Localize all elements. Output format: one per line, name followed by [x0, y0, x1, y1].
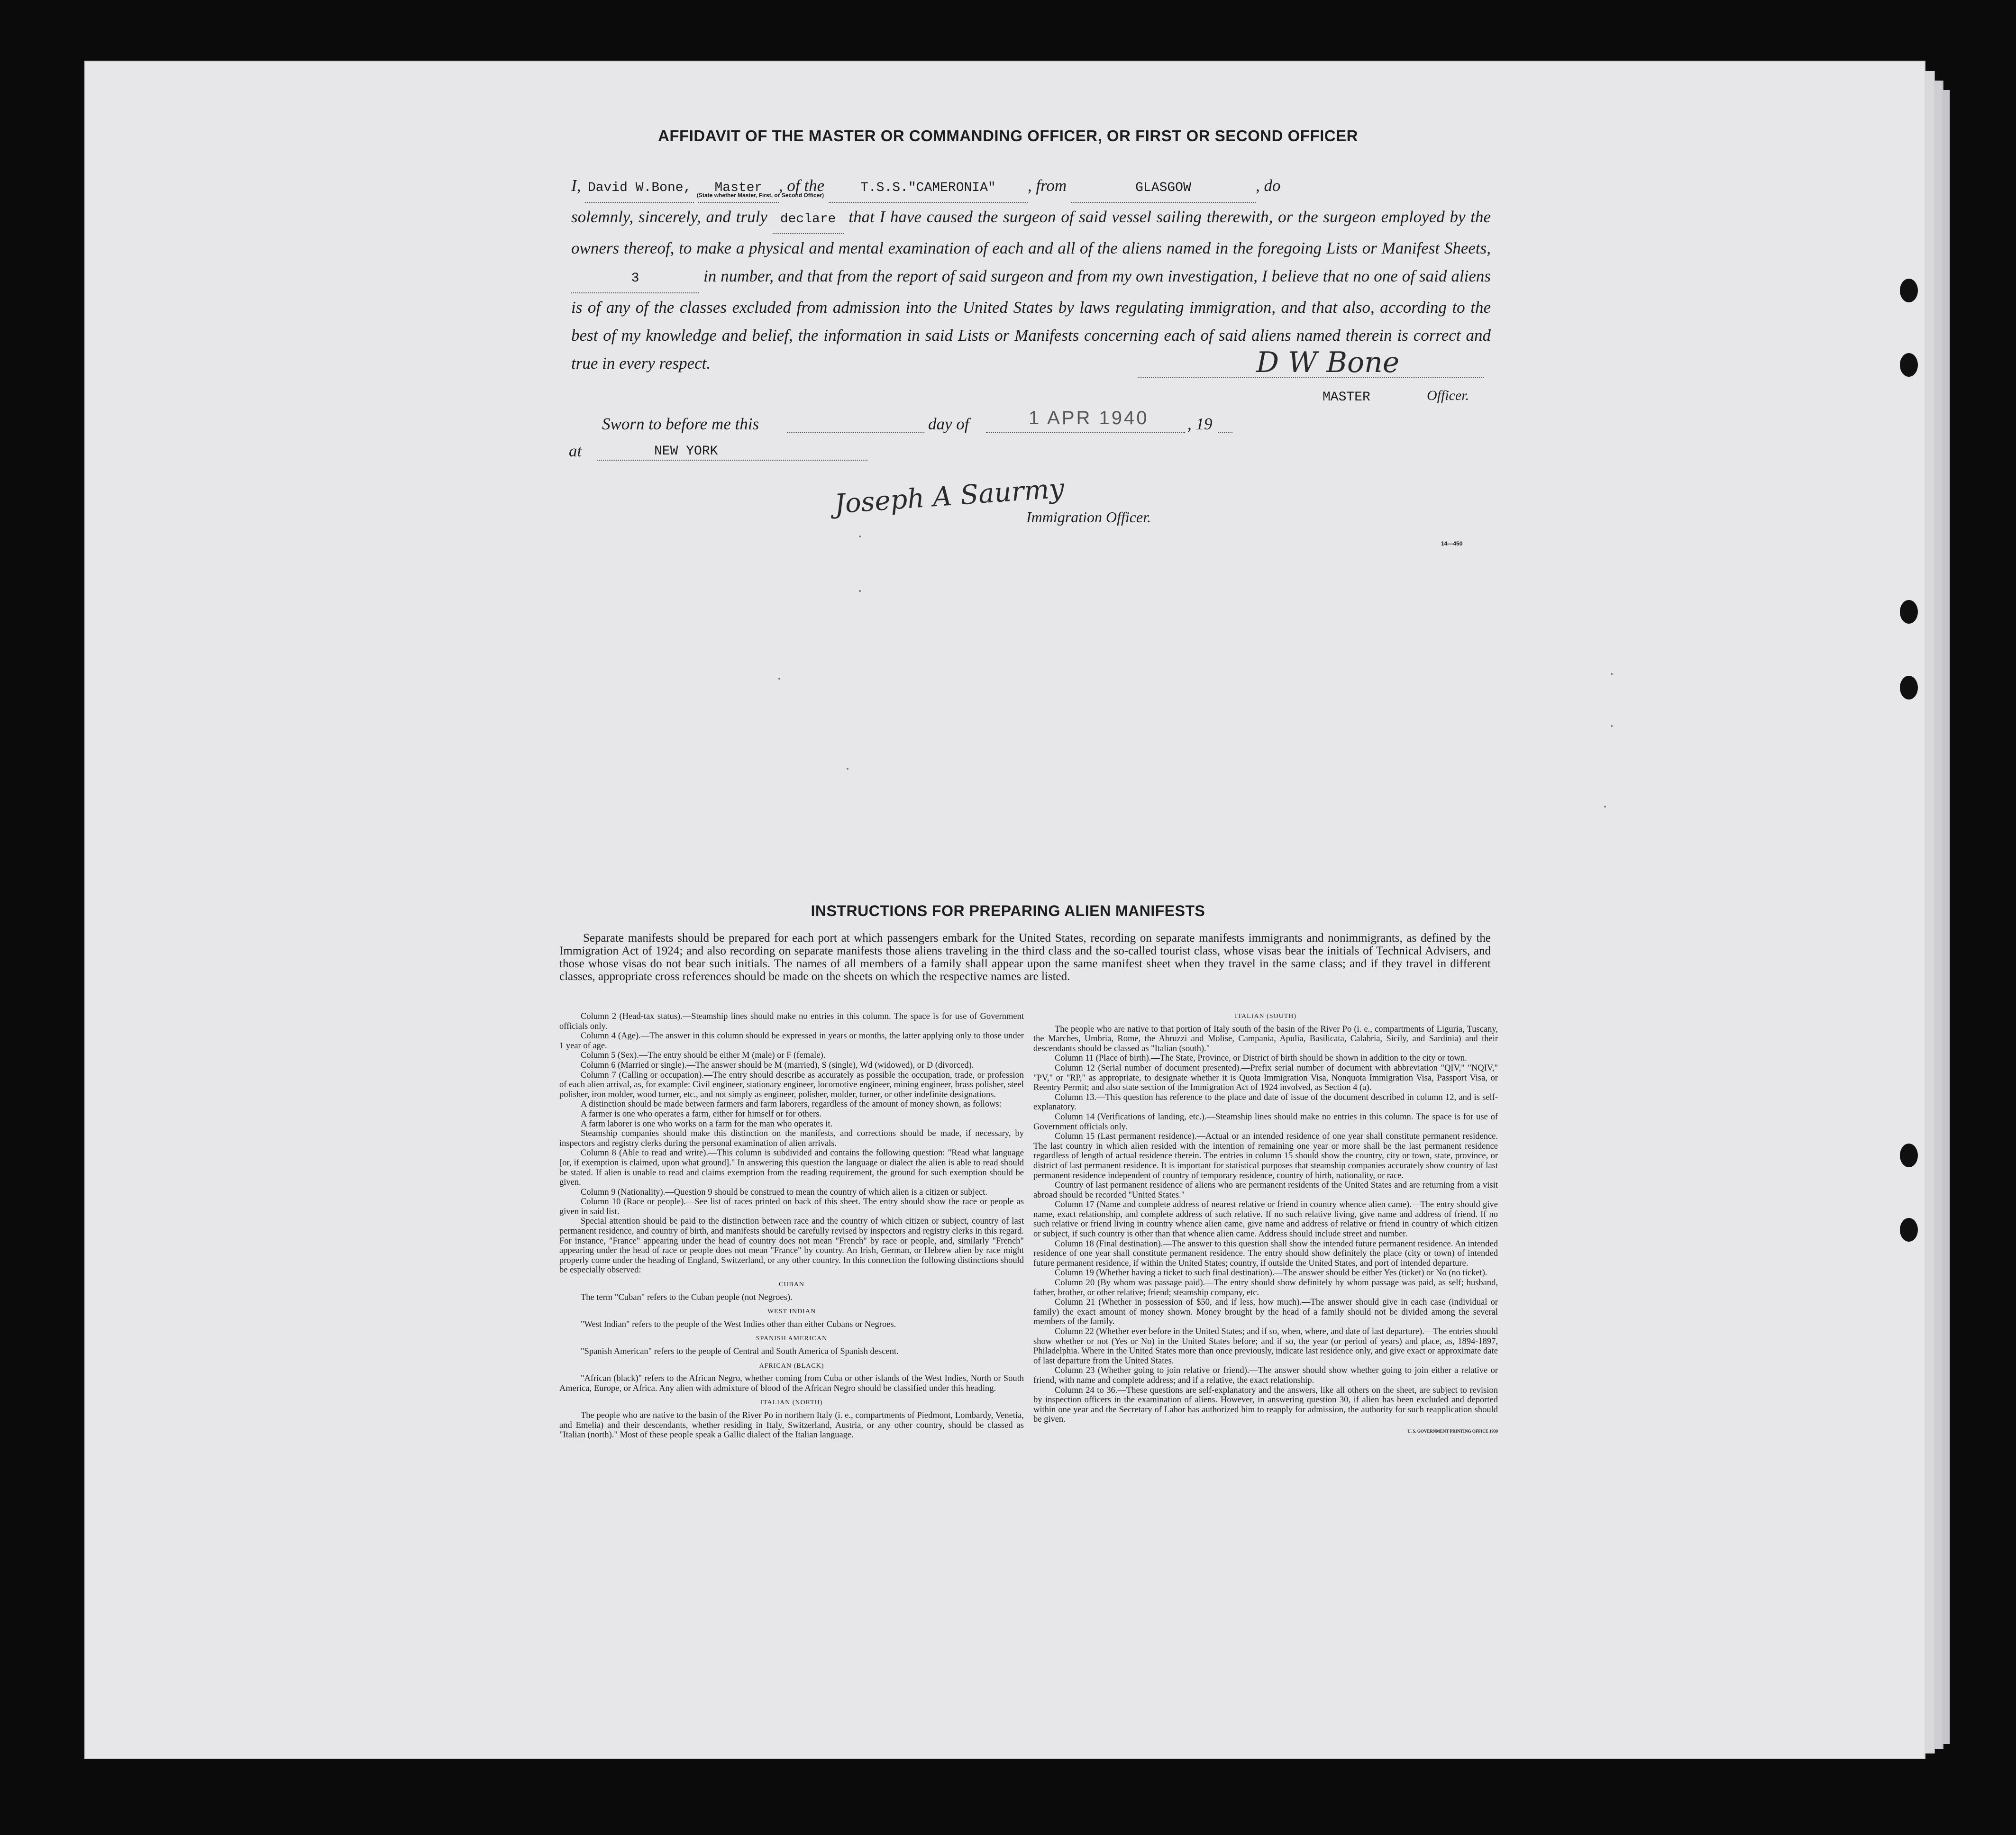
- section-heading-spanish-american: SPANISH AMERICAN: [756, 1335, 828, 1343]
- instruction-paragraph: Column 13.—This question has reference to the place and date of issue of the document described in column 12, and is self-explanatory.: [1033, 1092, 1498, 1112]
- instruction-paragraph: "West Indian" refers to the people of the West Indies other than either Cubans or Negroes.: [581, 1319, 896, 1329]
- instruction-paragraph: Column 6 (Married or single).—The answer should be M (married), S (single), Wd (widowed), or D (divorced).: [581, 1060, 974, 1070]
- instruction-paragraph: Column 18 (Final destination).—The answer to this question shall show the intended future permanent residence. An intended residence of one year shall constitute permanent residence. The entry should show definitely the place (city or town) of intended future permanent residence, if within the United States; country, if outside the United States, and port of intended departure.: [1033, 1239, 1498, 1268]
- master-name: David W.Bone,: [585, 174, 694, 203]
- instructions-title: INSTRUCTIONS FOR PREPARING ALIEN MANIFESTS: [811, 902, 1205, 919]
- instruction-paragraph: Column 22 (Whether ever before in the United States; and if so, when, where, and date of last departure).—The entries should show whether or not (Yes or No) in the United States before; and if so, the year (or period of years) and place, as, 1894-1897, Philadelphia. Where in the United States more than once previously, indicate last residence only, and give exact or approximate date of last departure from the United States.: [1033, 1327, 1498, 1366]
- instruction-paragraph: Column 7 (Calling or occupation).—The entry should describe as accurately as possible the occupation, trade, or profession of each alien arrival, as, for example: Civil engineer, stationary engineer, locomotive engineer, mining engineer, brass polisher, steel polisher, iron molder, wood turner, etc., and not simply as engineer, polisher, molder, turner, or other indefinite designations.: [559, 1070, 1024, 1099]
- instruction-paragraph: Column 15 (Last permanent residence).—Actual or an intended residence of one year shall constitute permanent residence. The last country in which alien resided with the intention of remaining one year or more shall be the last permanent residence regardless of length of actual residence therein. The entries in column 15 should show the country, city or town, state, province, or district of last permanent residence. It is important for statistical purposes that steamship companies accurately show country of last permanent residence independent of country of temporary residence, country of birth, nationality, or race.: [1033, 1132, 1498, 1181]
- instruction-paragraph: A farm laborer is one who works on a farm for the man who operates it.: [581, 1119, 833, 1129]
- speck: [778, 678, 780, 680]
- section-heading-italian-north: ITALIAN (NORTH): [760, 1399, 823, 1407]
- instructions-left-column: [559, 1012, 1024, 1440]
- binder-hole-icon: [1900, 1144, 1918, 1167]
- instruction-paragraph: Column 23 (Whether going to join relative or friend).—The answer should show whether going to join either a relative or friend, with name and complete address; and if a relative, the exact relationship.: [1033, 1366, 1498, 1385]
- master-signature: D W Bone: [1256, 346, 1400, 379]
- month-line: [986, 432, 1185, 433]
- port-of-departure: GLASGOW: [1071, 174, 1256, 203]
- instruction-paragraph: A farmer is one who operates a farm, either for himself or for others.: [581, 1109, 822, 1119]
- vessel-name: T.S.S."CAMERONIA": [829, 174, 1028, 203]
- instruction-paragraph: A distinction should be made between farmers and farm laborers, regardless of the amount of money shown, as follows:: [581, 1099, 1002, 1109]
- section-heading-west-indian: WEST INDIAN: [767, 1308, 816, 1316]
- printing-office-imprint: U. S. GOVERNMENT PRINTING OFFICE 1939: [1407, 1428, 1498, 1434]
- instruction-paragraph: Steamship companies should make this distinction on the manifests, and corrections should be made, if necessary, by inspectors and registry clerks during the personal examination of alien arrivals.: [559, 1129, 1024, 1148]
- instruction-paragraph: Column 24 to 36.—These questions are self-explanatory and the answers, like all others on the sheet, are subject to revision by inspection officers in the examination of aliens. However, in answering question 30, if alien has been excluded and deported within one year and the Secretary of Labor has authorized him to reapply for admission, the authority for such reapplication should be given.: [1033, 1385, 1498, 1425]
- at-label: at: [569, 442, 582, 460]
- rank-note: (State whether Master, First, or Second Officer): [697, 192, 824, 199]
- speck: [859, 536, 861, 537]
- binder-hole-icon: [1900, 676, 1918, 699]
- speck: [859, 590, 861, 592]
- affidavit-para2: in number, and that from the report of said surgeon and from my own investigation, I believe that no one of said aliens is of any of the classes excluded from admission into the United States by laws regulating immigration, and that also, according to the best of my knowledge and belief, the information in said Lists or Manifests concerning each of said aliens named therein is correct and true in every respect.: [571, 267, 1491, 372]
- speck: [1611, 725, 1613, 727]
- binder-hole-icon: [1900, 279, 1918, 302]
- instruction-paragraph: Column 19 (Whether having a ticket to such final destination).—The answer should be either Yes (ticket) or No (no ticket).: [1055, 1268, 1487, 1278]
- instruction-paragraph: Column 2 (Head-tax status).—Steamship lines should make no entries in this column. The space is for use of Government officials only.: [559, 1012, 1024, 1031]
- instruction-paragraph: The people who are native to the basin of the River Po in northern Italy (i. e., compartments of Piedmont, Lombardy, Venetia, and Emelia) and their descendants, whether residing in Italy, Switzerland, Austria, or any other country, should be classed as "Italian (north)." Most of these people speak a Gallic dialect of the Italian language.: [559, 1410, 1024, 1440]
- speck: [847, 768, 848, 770]
- instruction-paragraph: Column 14 (Verifications of landing, etc.).—Steamship lines should make no entries in this column. The space is for use of Government officials only.: [1033, 1112, 1498, 1132]
- instructions-right-column: [1033, 1012, 1498, 1436]
- instruction-paragraph: Column 5 (Sex).—The entry should be either M (male) or F (female).: [581, 1051, 826, 1061]
- master-rank: Master: [698, 174, 779, 203]
- instruction-paragraph: Country of last permanent residence of aliens who are permanent residents of the United States and are returning from a visit abroad should be recorded "United States.": [1033, 1181, 1498, 1200]
- binder-hole-icon: [1900, 600, 1918, 624]
- instruction-paragraph: Special attention should be paid to the distinction between race and the country of which citizen or subject, country of last permanent residence, and country of birth, and manifests should be carefully revised by inspectors and registry clerks in this regard. For instance, "France" appearing under the head of country does not mean "French" by race or people, and, similarly "French" appearing under the head of race or people does not mean "France" by country. An Irish, German, or Hebrew alien by race might properly come under the heading of England, Switzerland, or any other country. In this connection the following distinctions should be especially observed:: [559, 1217, 1024, 1275]
- instruction-paragraph: Column 4 (Age).—The answer in this column should be expressed in years or months, the latter applying only to those under 1 year of age.: [559, 1031, 1024, 1051]
- day-line: [787, 432, 924, 433]
- instruction-paragraph: Column 10 (Race or people).—See list of races printed on back of this sheet. The entry should show the race or people as given in said list.: [559, 1197, 1024, 1217]
- instruction-paragraph: Column 8 (Able to read and write).—This column is subdivided and contains the following question: "Read what language [or, if exemption is claimed, upon what ground]." In answering this question the language or dialect the alien is able to read should be stated. If alien is unable to read and claims exemption from the reading requirement, the ground for such exemption should be given.: [559, 1148, 1024, 1188]
- instruction-paragraph: Column 21 (Whether in possession of $50, and if less, how much).—The answer should give in each case (individual or family) the exact amount of money shown. Money brought by the head of a family should not be divided among the several members of the family.: [1033, 1298, 1498, 1327]
- sheet-count: 3: [571, 264, 699, 293]
- affidavit-solemnly: solemnly, sincerely, and truly: [571, 208, 767, 226]
- instruction-paragraph: Column 9 (Nationality).—Question 9 should be construed to mean the country of which alien is a citizen or subject.: [581, 1187, 988, 1197]
- instruction-paragraph: The term "Cuban" refers to the Cuban people (not Negroes).: [581, 1292, 793, 1302]
- instruction-paragraph: Column 12 (Serial number of document presented).—Prefix serial number of document with abbreviation "QIV," "NQIV," "PV," or "RP," as appropriate, to designate whether it is Quota Immigration Visa, Nonquota Immigration Visa, Passport Visa, or Reentry Permit; and also state section of the Immigration Act of 1924 involved, as Section 4 (a).: [1033, 1063, 1498, 1093]
- affidavit-title: AFFIDAVIT OF THE MASTER OR COMMANDING OFFICER, OR FIRST OR SECOND OFFICER: [658, 127, 1358, 145]
- binder-hole-icon: [1900, 1218, 1918, 1242]
- affidavit-para1: that I have caused the surgeon of said vessel sailing therewith, or the surgeon employed by the owners thereof, to make a physical and mental examination of each and all of the aliens named in the foregoing Lists or Manifest Sheets,: [571, 208, 1491, 257]
- place-line: [597, 460, 867, 461]
- immigration-signature: Joseph A Saurmy: [833, 473, 1066, 520]
- nineteen-label: , 19: [1187, 415, 1213, 433]
- instruction-paragraph: The people who are native to that portion of Italy south of the basin of the River Po (i. e., compartments of Liguria, Tuscany, the Marches, Umbria, Rome, the Abruzzi and Molise, Campania, Apulia, Basilicata, Calabria, Sicily, and Sardinia) and their descendants should be classed as "Italian (south).": [1033, 1024, 1498, 1054]
- sworn-label: Sworn to before me this: [602, 415, 759, 433]
- instruction-paragraph: Column 20 (By whom was passage paid).—The entry should show definitely by whom passage was paid, as self; husband, father, brother, or other relative; friend; steamship company, etc.: [1033, 1278, 1498, 1298]
- date-stamp: 1 APR 1940: [1029, 408, 1149, 428]
- section-heading-african: AFRICAN (BLACK): [759, 1362, 824, 1370]
- speck: [1604, 806, 1606, 808]
- immigration-officer-label: Immigration Officer.: [1026, 509, 1151, 526]
- affidavit-i: I,: [571, 176, 581, 195]
- instruction-paragraph: "Spanish American" refers to the people of Central and South America of Spanish descent.: [581, 1347, 899, 1356]
- declare-field: declare: [773, 205, 844, 234]
- binder-hole-icon: [1900, 353, 1918, 377]
- section-heading-cuban: CUBAN: [778, 1281, 804, 1289]
- affidavit-from: , from: [1027, 176, 1067, 195]
- officer-label: Officer.: [1427, 388, 1469, 403]
- speck: [1611, 673, 1613, 675]
- instruction-paragraph: Column 11 (Place of birth).—The State, Province, or District of birth should be shown in addition to the city or town.: [1055, 1054, 1467, 1063]
- instructions-intro: Separate manifests should be prepared for each port at which passengers embark for the United States, recording on separate manifests immigrants and nonimmigrants, as defined by the Immigration Act of 1924; and also recording on separate manifests those aliens traveling in the third class and the so-called tourist class, whose visas bear the initials of Technical Advisers, and those whose visas do not bear such initials. The names of all members of a family shall appear upon the same manifest sheet when they travel in the same class; and if they travel in different classes, appropriate cross references should be made on the sheets on which the respective names are listed.: [559, 932, 1491, 983]
- affidavit-do: , do: [1255, 176, 1281, 195]
- master-title: MASTER: [1323, 390, 1370, 405]
- affidavit-of-the: , of the: [778, 176, 825, 195]
- day-of-label: day of: [928, 415, 969, 433]
- form-number: 14—450: [1441, 540, 1463, 547]
- year-line: [1218, 432, 1232, 433]
- instruction-paragraph: "African (black)" refers to the African Negro, whether coming from Cuba or other islands of the West Indies, North or South America, Europe, or Africa. Any alien with admixture of blood of the African Negro should be classified under this heading.: [559, 1374, 1024, 1393]
- place-value: NEW YORK: [654, 444, 718, 459]
- section-heading-italian-south: ITALIAN (SOUTH): [1234, 1013, 1297, 1020]
- instruction-paragraph: Column 17 (Name and complete address of nearest relative or friend in country whence alien came).—The entry should give name, exact relationship, and complete address of such relative. If no such relative living, give name and address of friend. If no such relative or friend living in country whence alien came, give name and address of relative or friend in country of which citizen or subject, if such country is other than that whence alien came. Address should include street and number.: [1033, 1200, 1498, 1239]
